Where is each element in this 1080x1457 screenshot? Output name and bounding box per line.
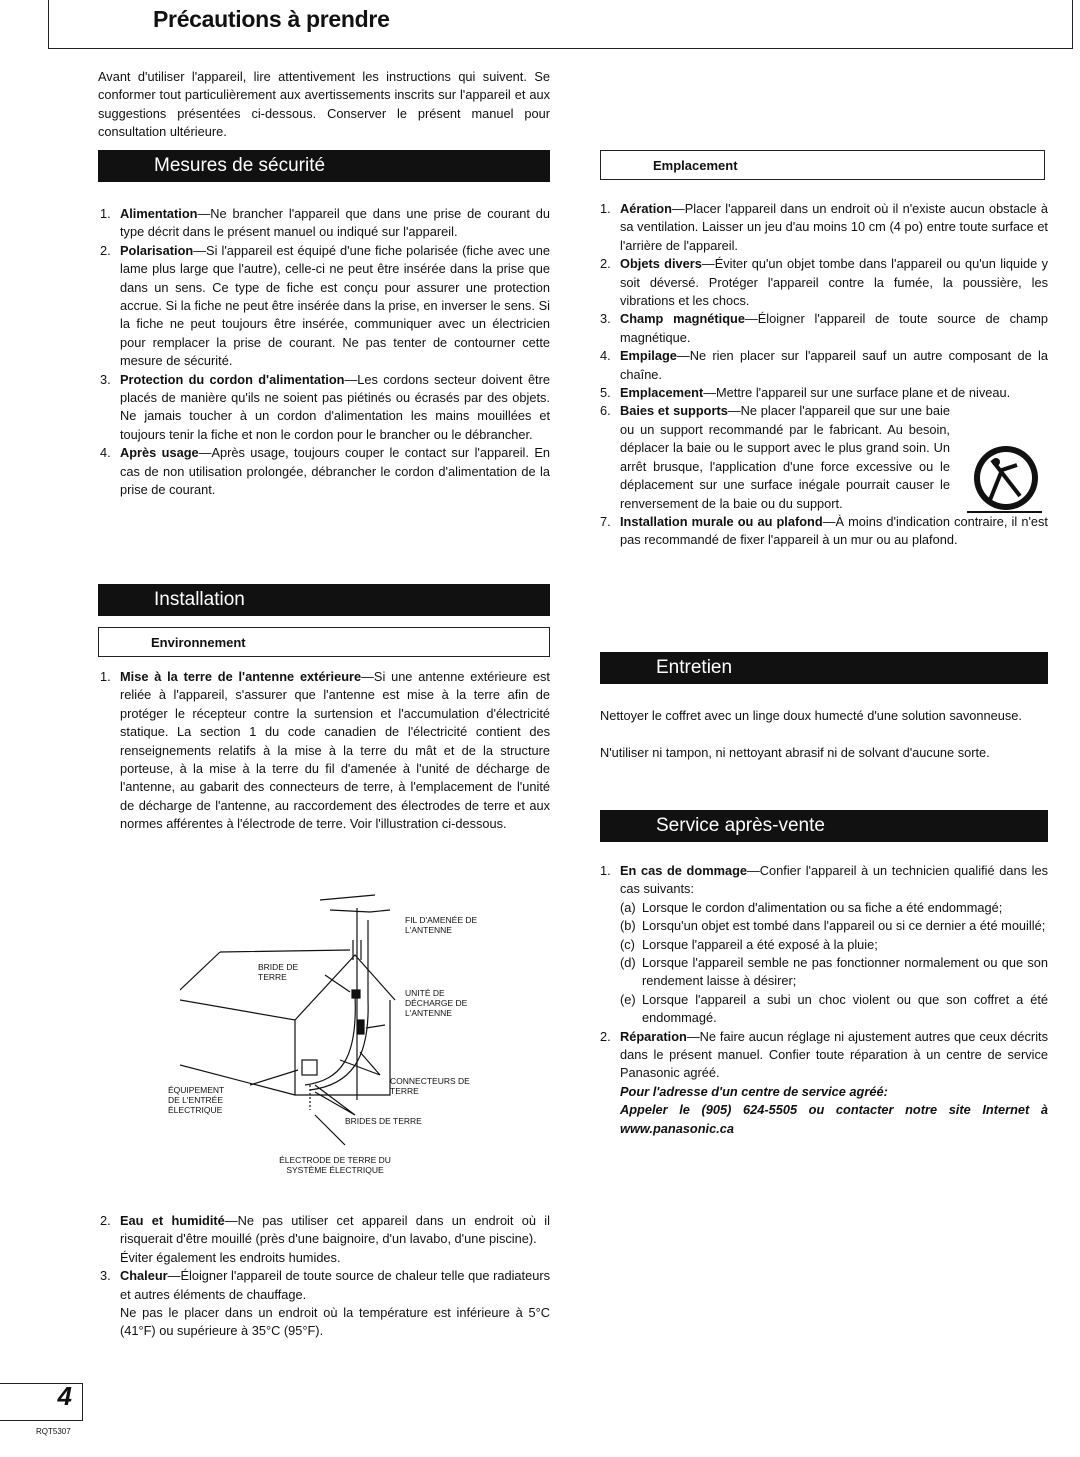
list-item: 3. Chaleur—Éloigner l'appareil de toute source de chaleur telle que radiateurs et autres éléments de chauffage. Ne pas le placer dans un endroit où la température est inférieure à 5°C (41°F) ou supérieure à 35°C (95°F).	[100, 1268, 550, 1339]
service-note-2: Appeler le (905) 624-5505 ou contacter notre site Internet à www.panasonic.ca	[620, 1102, 1048, 1136]
mesures-list	[98, 205, 550, 500]
list-item: 1. Alimentation—Ne brancher l'appareil que dans une prise de courant du type décrit dans le présent manuel ou indiqué sur l'appareil.	[100, 206, 550, 240]
list-item: 7. Installation murale ou au plafond—À moins d'indication contraire, il n'est pas recommandé de fixer l'appareil à un mur ou au plafond.	[600, 513, 1048, 548]
document-code: RQT5307	[36, 1427, 71, 1436]
subheading-emplacement: Emplacement	[600, 150, 1045, 180]
entretien-paragraph-1: Nettoyer le coffret avec un linge doux humecté d'une solution savonneuse.	[600, 708, 1022, 723]
sub-item: (d) Lorsque l'appareil semble ne pas fonctionner normalement ou que son rendement laisse à désirer;	[620, 955, 1048, 989]
service-list	[598, 862, 1048, 1138]
list-item: 2. Polarisation—Si l'appareil est équipé d'une fiche polarisée (fiche avec une lame plus large que l'autre), celle-ci ne peut être insérée dans la prise que dans un sens. Ce type de fiche est conçu pour assurer une protection accrue. Si la fiche ne peut être insérée dans la prise, en inverser le sens. Si la fiche ne peut toujours être insérée, communiquer avec un électricien pour remplacer la prise de courant. Ne pas tenter de contourner cette mesure de sécurité.	[100, 242, 550, 369]
label-bride: BRIDE DE TERRE	[258, 962, 299, 982]
antenna-grounding-diagram	[168, 880, 500, 1180]
section-heading-mesures: Mesures de sécurité	[98, 150, 550, 182]
section-heading-entretien: Entretien	[600, 652, 1048, 684]
list-item: 5. Emplacement—Mettre l'appareil sur une surface plane et de niveau.	[600, 385, 1011, 401]
label-fil: FIL D'AMENÉE DE L'ANTENNE	[405, 915, 478, 935]
list-item: 2. Objets divers—Éviter qu'un objet tombe dans l'appareil ou qu'un liquide y soit déversé. Protéger l'appareil contre la fumée, la poussière, les vibrations et les chocs.	[600, 256, 1048, 309]
installation-list-2	[98, 1212, 550, 1341]
section-heading-service: Service après-vente	[600, 810, 1048, 842]
list-item: 2. Eau et humidité—Ne pas utiliser cet appareil dans un endroit où il risquerait d'être mouillé (près d'une baignoire, d'un lavabo, d'une piscine). Éviter également les endroits humides.	[100, 1213, 550, 1265]
list-item: 3. Protection du cordon d'alimentation—Les cordons secteur doivent être placés de manière qu'ils ne soient pas piétinés ou écrasés par des objets. Ne jamais toucher à un cordon d'alimentation les mains mouillées et toujours tenir la fiche et non le cordon pour le brancher ou le débrancher.	[100, 371, 550, 442]
list-item: 2. Réparation—Ne faire aucun réglage ni ajustement autres que ceux décrits dans le présent manuel. Confier toute réparation à un centre de service Panasonic agréé.	[600, 1028, 1048, 1081]
sub-item: (a) Lorsque le cordon d'alimentation ou sa fiche a été endommagé;	[620, 899, 1003, 915]
service-note-1: Pour l'adresse d'un centre de service agréé:	[620, 1083, 888, 1099]
entretien-paragraph-2: N'utiliser ni tampon, ni nettoyant abrasif ni de solvant d'aucune sorte.	[600, 745, 990, 760]
label-electrode: ÉLECTRODE DE TERRE DU SYSTÈME ÉLECTRIQUE	[279, 1155, 391, 1175]
list-item: 1. Mise à la terre de l'antenne extérieure—Si une antenne extérieure est reliée à l'appareil, s'assurer que l'antenne est mise à la terre afin de protéger le récepteur contre la surtension et l'accumulation d'électricité statique. La section 1 du code canadien de l'électricité contient des renseignements relatifs à la mise à la terre du mât et de la structure porteuse, à la mise à la terre du fil d'amenée à l'unité de décharge de l'antenne, au gabarit des connecteurs de terre, à l'emplacement de l'unité de décharge de l'antenne, au raccordement des électrodes de terre et aux normes afférentes à l'électrode de terre. Voir l'illustration ci-dessous.	[100, 669, 550, 832]
list-item: 1. En cas de dommage—Confier l'appareil à un technicien qualifié dans les cas suivants:	[600, 863, 1048, 897]
list-item: 1. Aération—Placer l'appareil dans un endroit où il n'existe aucun obstacle à sa ventilation. Laisser un jeu d'au moins 10 cm (4 po) entre toute surface et l'arrière de l'appareil.	[600, 201, 1048, 253]
sub-item: (c) Lorsque l'appareil a été exposé à la pluie;	[620, 936, 878, 952]
label-brides: BRIDES DE TERRE	[345, 1116, 422, 1126]
list-item: 4. Empilage—Ne rien placer sur l'appareil sauf un autre composant de la chaîne.	[600, 348, 1048, 382]
list-item: 4. Après usage—Après usage, toujours couper le contact sur l'appareil. En cas de non utilisation prolongée, débrancher le cordon d'alimentation de la prise de courant.	[100, 445, 550, 498]
cart-tipover-warning-icon	[962, 440, 1047, 520]
list-item: 3. Champ magnétique—Éloigner l'appareil de toute source de champ magnétique.	[600, 311, 1048, 345]
intro-paragraph: Avant d'utiliser l'appareil, lire attentivement les instructions qui suivent. Se conformer tout particulièrement aux avertissements inscrits sur l'appareil et aux suggestions présentées ci-dessous. Conserver le présent manuel pour consultation ultérieure.	[98, 69, 550, 140]
header-box	[48, 0, 1073, 49]
label-connecteurs: CONNECTEURS DE TERRE	[390, 1076, 470, 1096]
page-number-box	[0, 1383, 83, 1421]
page-number: 4	[57, 1381, 72, 1411]
sub-item: (e) Lorsque l'appareil a subi un choc violent ou que son coffret a été endommagé.	[620, 991, 1048, 1026]
sub-item: (b) Lorsqu'un objet est tombé dans l'appareil ou si ce dernier a été mouillé;	[620, 918, 1046, 934]
section-heading-installation: Installation	[98, 584, 550, 616]
installation-list	[98, 668, 550, 834]
page-title: Précautions à prendre	[153, 6, 390, 32]
list-item: 6. Baies et supports—Ne placer l'appareil que sur une baie ou un support recommandé par le fabricant. Au besoin, déplacer la baie ou le support avec le plus grand soin. Un arrêt brusque, l'application d'une force excessive ou le déplacement sur une surface inégale pourrait causer le renversement de la baie ou du support.	[600, 403, 950, 511]
subheading-environnement: Environnement	[98, 627, 550, 657]
label-equipement: ÉQUIPEMENT DE L'ENTRÉE ÉLECTRIQUE	[168, 1085, 225, 1115]
label-unite: UNITÉ DE DÉCHARGE DE L'ANTENNE	[405, 988, 468, 1018]
